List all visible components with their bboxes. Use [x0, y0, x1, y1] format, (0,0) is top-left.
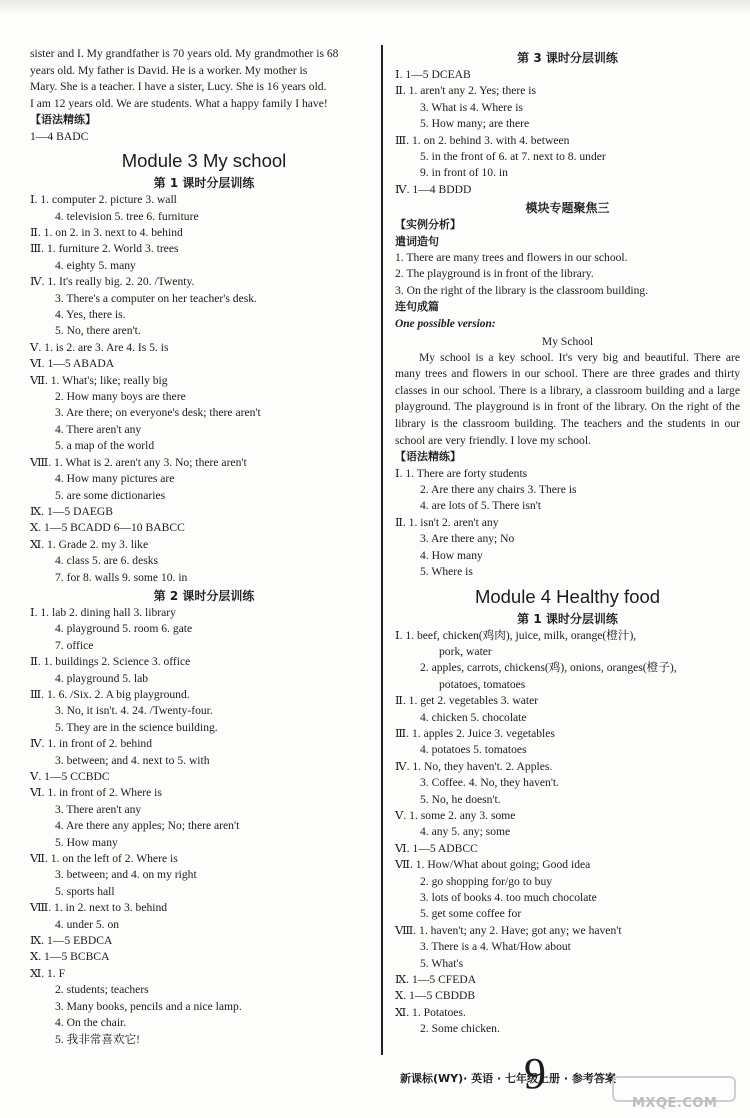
answer-line: 3. There is a 4. What/How about: [420, 940, 571, 954]
answer-line: potatoes, tomatoes: [439, 677, 526, 691]
answer-line: 5. No, he doesn't.: [420, 792, 501, 806]
sentence-line: 2. The playground is in front of the library.: [395, 267, 594, 281]
answer-line: Ⅶ. 1. on the left of 2. Where is: [30, 852, 178, 866]
answer-line: 5. get some coffee for: [420, 907, 522, 921]
answer-line: 4. How many: [420, 548, 483, 562]
answer-line: Ⅱ. 1. buildings 2. Science 3. office: [30, 655, 191, 669]
answer-line: Ⅴ. 1—5 CCBDC: [30, 770, 110, 783]
module-4-lesson-1-answers: [395, 628, 740, 1038]
intro-line: years old. My father is David. He is a worker. My mother is: [30, 63, 308, 77]
answer-line: 5. are some dictionaries: [55, 488, 166, 502]
answer-line: Ⅵ. 1—5 ADBCC: [395, 841, 478, 855]
essay-title: My School: [541, 334, 594, 348]
watermark-logo: [612, 1076, 742, 1112]
left-column: [30, 46, 378, 1048]
answer-line: Ⅳ. 1. in front of 2. behind: [30, 737, 153, 751]
answer-line: Ⅴ. 1. is 2. are 3. Are 4. Is 5. is: [30, 340, 169, 354]
answer-line: 3. There aren't any: [55, 802, 142, 816]
answer-line: Ⅷ. 1. What is 2. aren't any 3. No; there aren't: [30, 455, 247, 469]
answer-line: 4. potatoes 5. tomatoes: [420, 743, 527, 757]
answer-line: 7. for 8. walls 9. some 10. in: [55, 570, 188, 584]
answer-line: Ⅺ. 1. Potatoes.: [395, 1005, 466, 1019]
answer-line: Ⅶ. 1. What's; like; really big: [30, 373, 168, 387]
answer-line: 4. television 5. tree 6. furniture: [55, 209, 199, 223]
answer-line: 2. apples, carrots, chickens(鸡), onions, oranges(橙子),: [420, 661, 677, 675]
answer-line: Ⅳ. 1. No, they haven't. 2. Apples.: [395, 759, 553, 773]
intro-paragraph: [30, 46, 378, 112]
answer-line: 4. On the chair.: [55, 1016, 127, 1030]
answer-line: Ⅱ. 1. get 2. vegetables 3. water: [395, 694, 539, 708]
answer-line: 5. sports hall: [55, 884, 115, 898]
answer-line: 2. How many boys are there: [55, 390, 186, 404]
page-footer: 新课标(WY)· 英语 · 七年级上册 · 参考答案: [400, 1072, 616, 1085]
answer-line: Ⅷ. 1. in 2. next to 3. behind: [30, 901, 168, 915]
intro-line: sister and I. My grandfather is 70 years old. My grandmother is 68: [30, 47, 339, 60]
intro-line: Mary. She is a teacher. I have a sister, Lucy. She is 16 years old.: [30, 80, 327, 94]
answer-line: 5. in the front of 6. at 7. next to 8. under: [420, 150, 606, 164]
answer-line: 7. office: [55, 638, 94, 652]
answer-line: Ⅸ. 1—5 CFEDA: [395, 973, 477, 987]
answer-line: Ⅹ. 1—5 BCBCA: [30, 950, 110, 964]
answer-line: 5. Where is: [420, 565, 473, 579]
answer-line: Ⅰ. 1. computer 2. picture 3. wall: [30, 193, 177, 207]
answer-line: 3. lots of books 4. too much chocolate: [420, 891, 597, 904]
answer-line: 4. any 5. any; some: [420, 825, 511, 839]
essay-body: [395, 350, 740, 450]
answer-line: 4. eighty 5. many: [55, 258, 136, 272]
answer-line: 5. What's: [420, 956, 464, 970]
answer-line: Ⅺ. 1. Grade 2. my 3. like: [30, 537, 149, 551]
answer-line: pork, water: [439, 644, 492, 658]
answer-line: 4. chicken 5. chocolate: [420, 710, 527, 724]
answer-line: 2. Some chicken.: [420, 1022, 500, 1036]
answer-line: 4. How many pictures are: [55, 472, 175, 486]
answer-line: Ⅲ. 1. on 2. behind 3. with 4. between: [395, 133, 570, 147]
answer-line: 3. Coffee. 4. No, they haven't.: [420, 776, 560, 790]
sentence-line: 1. There are many trees and flowers in our school.: [395, 251, 628, 265]
answer-line: Ⅲ. 1. 6. /Six. 2. A big playground.: [30, 687, 190, 701]
page-number: 9: [524, 1049, 546, 1098]
essay-text: My school is a key school. It's very big and beautiful. There are many trees and flowers in our school. There are three grades and thirty classes in our school. There is a library, a classroom building and a large playground. The playground is in front of the library. On the right of the library is the classroom building. The teachers and the students in our school are very friendly. I love my school.: [395, 350, 740, 447]
answer-line: Ⅸ. 1—5 DAEGB: [30, 504, 114, 518]
answer-line: 5. How many: [55, 835, 118, 849]
answer-line: 2. students; teachers: [55, 983, 149, 997]
grammar-heading-right: 【语法精练】: [395, 450, 461, 464]
answer-line: Ⅲ. 1. apples 2. Juice 3. vegetables: [395, 726, 555, 740]
module-4-lesson-1-title: 第 1 课时分层训练: [517, 611, 618, 626]
watermark-text: MXQE.COM: [632, 1096, 718, 1111]
answer-line: 4. are lots of 5. There isn't: [420, 499, 542, 513]
answer-line: Ⅰ. 1. lab 2. dining hall 3. library: [30, 605, 176, 619]
answer-line: 3. between; and 4. next to 5. with: [55, 753, 210, 767]
answer-line: Ⅺ. 1. F: [30, 966, 66, 980]
answer-line: Ⅰ. 1. beef, chicken(鸡肉), juice, milk, orange(橙汁),: [395, 628, 637, 642]
answer-line: Ⅱ. 1. aren't any 2. Yes; there is: [395, 84, 537, 98]
lesson-3-title: 第 3 课时分层训练: [517, 51, 618, 65]
lesson-2-answers: [30, 605, 378, 1048]
lesson-2-title: 第 2 课时分层训练: [153, 588, 255, 603]
answer-line: Ⅹ. 1—5 CBDDB: [395, 989, 476, 1003]
grammar-answers: 1—4 BADC: [30, 129, 89, 143]
answer-line: 9. in front of 10. in: [420, 166, 508, 180]
lesson-3-answers: [395, 67, 740, 198]
intro-line: I am 12 years old. We are students. What a happy family I have!: [30, 96, 328, 110]
right-column: [395, 46, 740, 1038]
answer-line: 3. between; and 4. on my right: [55, 868, 197, 882]
answer-line: Ⅰ. 1—5 DCEAB: [395, 68, 471, 81]
answer-line: Ⅳ. 1—4 BDDD: [395, 182, 472, 196]
answer-line: 4. Are there any apples; No; there aren't: [55, 819, 240, 833]
answer-line: 4. There aren't any: [55, 422, 142, 436]
answer-line: Ⅶ. 1. How/What about going; Good idea: [395, 858, 591, 872]
answer-line: 4. under 5. on: [55, 917, 120, 931]
answer-line: Ⅴ. 1. some 2. any 3. some: [395, 808, 516, 822]
page-top-edge: [0, 0, 750, 14]
answer-line: 4. class 5. are 6. desks: [55, 554, 159, 568]
sentence-line: 3. On the right of the library is the classroom building.: [395, 283, 649, 297]
answer-line: Ⅱ. 1. on 2. in 3. next to 4. behind: [30, 226, 183, 239]
answer-line: 3. What is 4. Where is: [420, 100, 523, 114]
answer-line: 3. Are there any; No: [420, 532, 515, 546]
answer-line: Ⅰ. 1. There are forty students: [395, 466, 528, 480]
answer-line: 2. go shopping for/go to buy: [420, 874, 553, 888]
answer-line: Ⅳ. 1. It's really big. 2. 20. /Twenty.: [30, 275, 195, 289]
answer-line: Ⅷ. 1. haven't; any 2. Have; got any; we haven't: [395, 923, 622, 937]
answer-line: 5. How many; are there: [420, 117, 530, 131]
answer-line: 5. They are in the science building.: [55, 720, 218, 734]
column-divider: [381, 45, 383, 1055]
lesson-1-answers: [30, 192, 378, 586]
answer-line: 4. playground 5. room 6. gate: [55, 622, 193, 636]
answer-line: Ⅱ. 1. isn't 2. aren't any: [395, 515, 499, 529]
answer-line: 2. Are there any chairs 3. There is: [420, 483, 577, 497]
essay-label: One possible version:: [395, 317, 496, 330]
answer-line: 5. No, there aren't.: [55, 324, 141, 338]
grammar-heading: 【语法精练】: [30, 113, 96, 127]
module-3-title: Module 3 My school: [121, 150, 287, 172]
essay-heading: 连句成篇: [395, 300, 439, 314]
sentence-building-heading: 遣词造句: [395, 234, 439, 248]
answer-line: 3. There's a computer on her teacher's desk.: [55, 291, 257, 305]
sentence-answers: [395, 250, 740, 299]
answer-line: 3. No, it isn't. 4. 24. /Twenty-four.: [55, 704, 213, 718]
case-analysis-heading: 【实例分析】: [395, 218, 461, 232]
answer-line: 4. Yes, there is.: [55, 308, 126, 322]
answer-line: 5. 我非常喜欢它!: [55, 1032, 141, 1046]
answer-line: Ⅲ. 1. furniture 2. World 3. trees: [30, 242, 179, 256]
answer-line: 3. Are there; on everyone's desk; there aren't: [55, 406, 261, 420]
module-4-title: Module 4 Healthy food: [474, 585, 661, 607]
answer-line: Ⅵ. 1—5 ABADA: [30, 357, 115, 371]
answer-line: 4. playground 5. lab: [55, 671, 149, 685]
answer-line: Ⅵ. 1. in front of 2. Where is: [30, 786, 162, 800]
answer-line: Ⅸ. 1—5 EBDCA: [30, 934, 113, 948]
answer-line: Ⅹ. 1—5 BCADD 6—10 BABCC: [30, 521, 185, 535]
answer-line: 5. a map of the world: [55, 439, 155, 453]
answer-line: 3. Many books, pencils and a nice lamp.: [55, 999, 242, 1013]
lesson-1-title: 第 1 课时分层训练: [153, 176, 255, 191]
module-focus-title: 模块专题聚焦三: [525, 201, 610, 216]
grammar-answers-right: [395, 466, 740, 581]
